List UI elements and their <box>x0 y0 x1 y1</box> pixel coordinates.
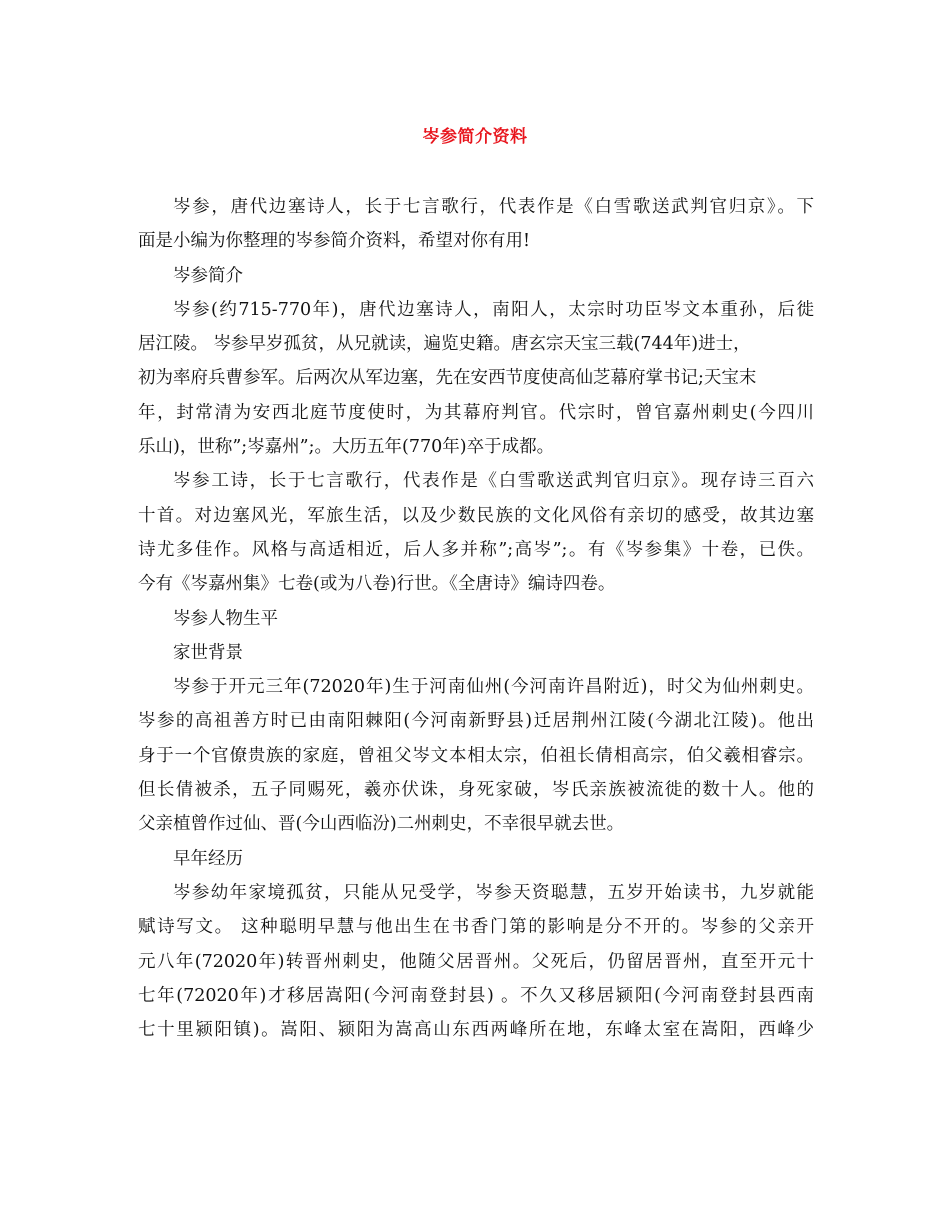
text-line: 但长倩被杀，五子同赐死，羲亦伏诛，身死家破，岑氏亲族被流徙的数十人。他的 <box>138 780 814 801</box>
text-line: 赋诗写文。 这种聪明早慧与他出生在书香门第的影响是分不开的。岑参的父亲开 <box>138 917 814 938</box>
text-line: 岑参，唐代边塞诗人，长于七言歌行，代表作是《白雪歌送武判官归京》。下 <box>173 197 814 217</box>
text-line: 岑参人物生平 <box>173 608 278 629</box>
text-line: 岑参(约715-770年)，唐代边塞诗人，南阳人，太宗时功臣岑文本重孙，后徙 <box>173 299 814 320</box>
text-line: 今有《岑嘉州集》七卷(或为八卷)行世。《全唐诗》编诗四卷。 <box>138 574 616 595</box>
text-line: 早年经历 <box>173 848 243 869</box>
text-line: 诗尤多佳作。风格与高适相近，后人多并称”;高岑”;。有《岑参集》十卷，已佚。 <box>138 539 814 560</box>
text-line: 初为率府兵曹参军。后两次从军边塞，先在安西节度使高仙芝幕府掌书记;天宝末 <box>138 368 757 389</box>
text-line: 面是小编为你整理的岑参简介资料，希望对你有用! <box>138 231 531 252</box>
text-line: 家世背景 <box>173 642 243 663</box>
text-line: 身于一个官僚贵族的家庭，曾祖父岑文本相太宗，伯祖长倩相高宗，伯父羲相睿宗。 <box>138 745 814 766</box>
text-line: 七年(72020年)才移居嵩阳(今河南登封县) 。不久又移居颍阳(今河南登封县西南 <box>138 985 814 1006</box>
text-line: 居江陵。 岑参早岁孤贫，从兄就读，遍览史籍。唐玄宗天宝三载(744年)进士， <box>138 334 751 355</box>
text-line: 岑参幼年家境孤贫，只能从兄受学，岑参天资聪慧，五岁开始读书，九岁就能 <box>173 882 814 903</box>
text-line: 乐山)，世称”;岑嘉州”;。大历五年(770年)卒于成都。 <box>138 437 555 458</box>
text-line: 岑参的高祖善方时已由南阳棘阳(今河南新野县)迁居荆州江陵(今湖北江陵)。他出 <box>138 711 814 732</box>
text-line: 十首。对边塞风光，军旅生活，以及少数民族的文化风俗有亲切的感受，故其边塞 <box>138 505 814 526</box>
text-line: 父亲植曾作过仙、晋(今山西临汾)二州刺史，不幸很早就去世。 <box>138 814 625 835</box>
text-line: 七十里颍阳镇)。嵩阳、颍阳为嵩高山东西两峰所在地，东峰太室在嵩阳，西峰少 <box>138 1020 814 1041</box>
document-title: 岑参简介资料 <box>422 127 528 147</box>
text-line: 岑参工诗，长于七言歌行，代表作是《白雪歌送武判官归京》。现存诗三百六 <box>173 471 814 492</box>
text-line: 岑参简介 <box>173 265 243 286</box>
document-body <box>138 190 814 1047</box>
text-line: 元八年(72020年)转晋州刺史，他随父居晋州。父死后，仍留居晋州，直至开元十 <box>138 951 814 972</box>
text-line: 年，封常清为安西北庭节度使时，为其幕府判官。代宗时，曾官嘉州刺史(今四川 <box>138 402 814 423</box>
text-line: 岑参于开元三年(72020年)生于河南仙州(今河南许昌附近)，时父为仙州刺史。 <box>173 677 814 698</box>
